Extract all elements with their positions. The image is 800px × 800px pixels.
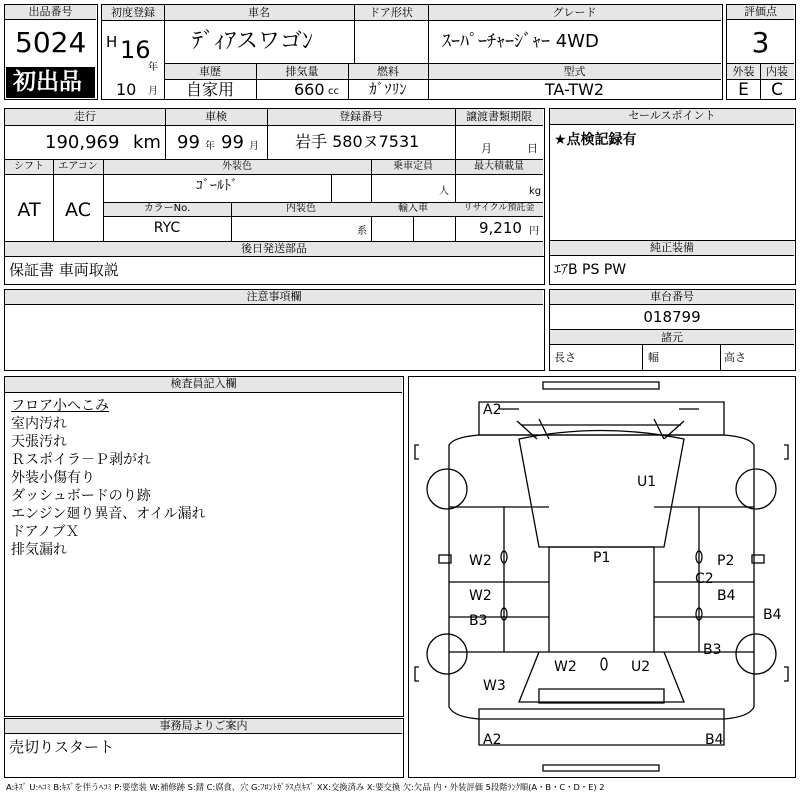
score-box	[726, 4, 796, 100]
shift-label: シフト	[14, 161, 44, 172]
dimensions-label: 諸元	[661, 331, 683, 344]
mark-p1: P1	[593, 550, 611, 566]
height-label: 高さ	[724, 351, 746, 364]
fuel-label: 燃料	[377, 65, 399, 78]
history-value: 自家用	[185, 80, 234, 99]
genuine-equip-label: 純正装備	[550, 241, 794, 256]
mark-u1: U1	[637, 474, 657, 490]
mark-u2: U2	[631, 659, 651, 675]
later-parts-label: 後日発送部品	[241, 242, 307, 255]
car-name: ﾃﾞｨｱスワゴﾝ	[192, 29, 314, 54]
interior-color-unit: 系	[357, 226, 367, 237]
interior-grade-label: 内装	[766, 65, 788, 78]
lot-label: 出品番号	[5, 5, 96, 20]
lot-number: 5024	[15, 26, 87, 59]
color-no-label: カラーNo.	[143, 203, 191, 214]
transfer-day-unit: 日	[527, 142, 538, 155]
mileage-unit: km	[133, 132, 161, 153]
max-load-unit: kg	[529, 186, 542, 197]
office-label: 事務局よりご案内	[5, 719, 402, 734]
first-reg-month: 10	[116, 80, 137, 99]
registration-value: 岩手 580ヌ7531	[295, 132, 420, 151]
recycle-unit: 円	[529, 226, 539, 237]
genuine-equip-box	[549, 240, 796, 285]
score-label: 評価点	[727, 5, 794, 20]
door-label: ドア形状	[369, 6, 413, 19]
mark-b4-bottom: B4	[705, 732, 724, 748]
interior-color-label: 内装色	[286, 203, 316, 214]
mark-b4-side: B4	[763, 607, 782, 623]
inspector-note-line: Ｒスポイラ－Ｐ剥がれ	[11, 452, 151, 468]
mark-c2: C2	[695, 571, 714, 587]
exterior-color-value: ｺﾞｰﾙﾄﾞ	[196, 178, 238, 194]
inspector-note-line: 排気漏れ	[11, 542, 67, 558]
caution-label: 注意事項欄	[5, 290, 543, 305]
later-parts-box	[4, 256, 545, 285]
sales-point-value: ★点検記録有	[554, 132, 637, 148]
chassis-box	[549, 289, 796, 371]
inspector-note-line: 室内汚れ	[11, 416, 67, 432]
length-label: 長さ	[554, 351, 576, 364]
first-reg-label: 初度登録	[111, 6, 155, 19]
car-outline-diagram	[409, 377, 794, 776]
mark-a2-bottom: A2	[483, 732, 502, 748]
chassis-value: 018799	[643, 308, 701, 326]
first-listing-text: 初出品	[13, 69, 82, 95]
genuine-equip-value: ｴｱB PS PW	[554, 262, 627, 278]
first-reg-year-unit: 年	[148, 62, 158, 73]
transfer-label: 譲渡書類期限	[466, 110, 532, 123]
inspector-note-line: ダッシュボードのり跡	[11, 488, 151, 504]
score-value: 3	[751, 26, 770, 59]
mark-w2-front-left: W2	[469, 553, 492, 569]
interior-grade-value: C	[771, 80, 783, 100]
displacement-unit: cc	[328, 86, 339, 97]
inspector-note-line: フロア小へこみ	[11, 398, 109, 414]
displacement-label: 排気量	[285, 65, 319, 78]
inspector-note-line: ドアノブＸ	[11, 524, 80, 540]
inspection-month: 99	[221, 132, 244, 153]
mark-w2-left: W2	[469, 588, 492, 604]
model-label: 型式	[563, 65, 586, 78]
mark-w3: W3	[483, 678, 506, 694]
capacity-unit: 人	[439, 186, 449, 197]
recycle-value: 9,210	[479, 219, 522, 237]
later-parts-value: 保証書 車両取説	[9, 261, 119, 279]
registration-label: 登録番号	[339, 110, 383, 123]
first-reg-year: 16	[120, 36, 151, 64]
displacement-value: 660	[294, 80, 325, 99]
mileage-value: 190,969	[45, 132, 120, 153]
caution-box	[4, 289, 545, 371]
vehicle-info-box	[101, 4, 723, 100]
grade-label: グレード	[552, 6, 597, 19]
import-label: 輸入車	[398, 203, 428, 214]
inspector-box	[4, 376, 404, 717]
inspection-year-unit: 年	[205, 141, 215, 152]
mark-b3-left: B3	[469, 613, 488, 629]
history-label: 車歴	[199, 65, 221, 78]
inspector-label: 検査員記入欄	[5, 377, 402, 393]
exterior-color-label: 外装色	[222, 161, 252, 172]
recycle-label: リサイクル預託金	[463, 203, 535, 213]
first-reg-era: H	[106, 33, 118, 51]
exterior-grade-value: E	[738, 80, 749, 100]
transfer-month-unit: 月	[481, 142, 492, 155]
exterior-grade-label: 外装	[732, 65, 755, 78]
capacity-label: 乗車定員	[393, 161, 433, 172]
legend-text: A:ｷｽﾞ U:ﾍｺﾐ B:ｷｽﾞを伴うﾍｺﾐ P:要塗装 W:補修跡 S:錆 C:腐食、穴 G:ﾌﾛﾝﾄｶﾞﾗｽ点ｷｽﾞ XX:交換済み X:要交換 欠:欠品 内・外装評価 5段階ﾗﾝｸ順(A・B・C・D・E) 2	[6, 782, 605, 792]
mark-b4-right: B4	[717, 588, 736, 604]
color-no-value: RYC	[153, 220, 181, 236]
office-value: 売切りスタート	[9, 738, 115, 756]
mark-a2-top: A2	[483, 402, 502, 418]
inspector-note-line: エンジン廻り異音、オイル漏れ	[11, 506, 206, 522]
mark-w2-rear: W2	[554, 659, 577, 675]
office-box	[4, 718, 404, 778]
shift-value: AT	[17, 199, 41, 221]
width-label: 幅	[648, 351, 659, 364]
inspection-label: 車検	[205, 110, 227, 123]
inspector-note-line: 外装小傷有り	[11, 470, 95, 486]
max-load-label: 最大積載量	[474, 161, 524, 172]
fuel-value: ｶﾞｿﾘﾝ	[369, 80, 407, 98]
aircon-label: エアコン	[58, 161, 98, 172]
mark-p2: P2	[717, 553, 735, 569]
mileage-label: 走行	[74, 110, 96, 123]
first-reg-month-unit: 月	[148, 86, 158, 97]
aircon-value: AC	[65, 199, 91, 221]
sales-point-box	[549, 108, 796, 241]
sales-point-label: セールスポイント	[550, 109, 794, 125]
inspector-note-line: 天張汚れ	[11, 434, 67, 450]
mark-b3-right: B3	[703, 642, 722, 658]
inspector-notes	[11, 397, 206, 559]
inspection-month-unit: 月	[249, 141, 259, 152]
damage-diagram	[408, 376, 796, 778]
grade-value: ｽｰﾊﾟｰﾁｬｰｼﾞｬｰ 4WD	[442, 31, 599, 52]
lot-box	[4, 4, 98, 100]
chassis-label: 車台番号	[550, 290, 794, 305]
details-box	[4, 108, 545, 257]
model-value: TA-TW2	[544, 80, 605, 99]
inspection-year: 99	[177, 132, 200, 153]
car-name-label: 車名	[248, 6, 270, 19]
